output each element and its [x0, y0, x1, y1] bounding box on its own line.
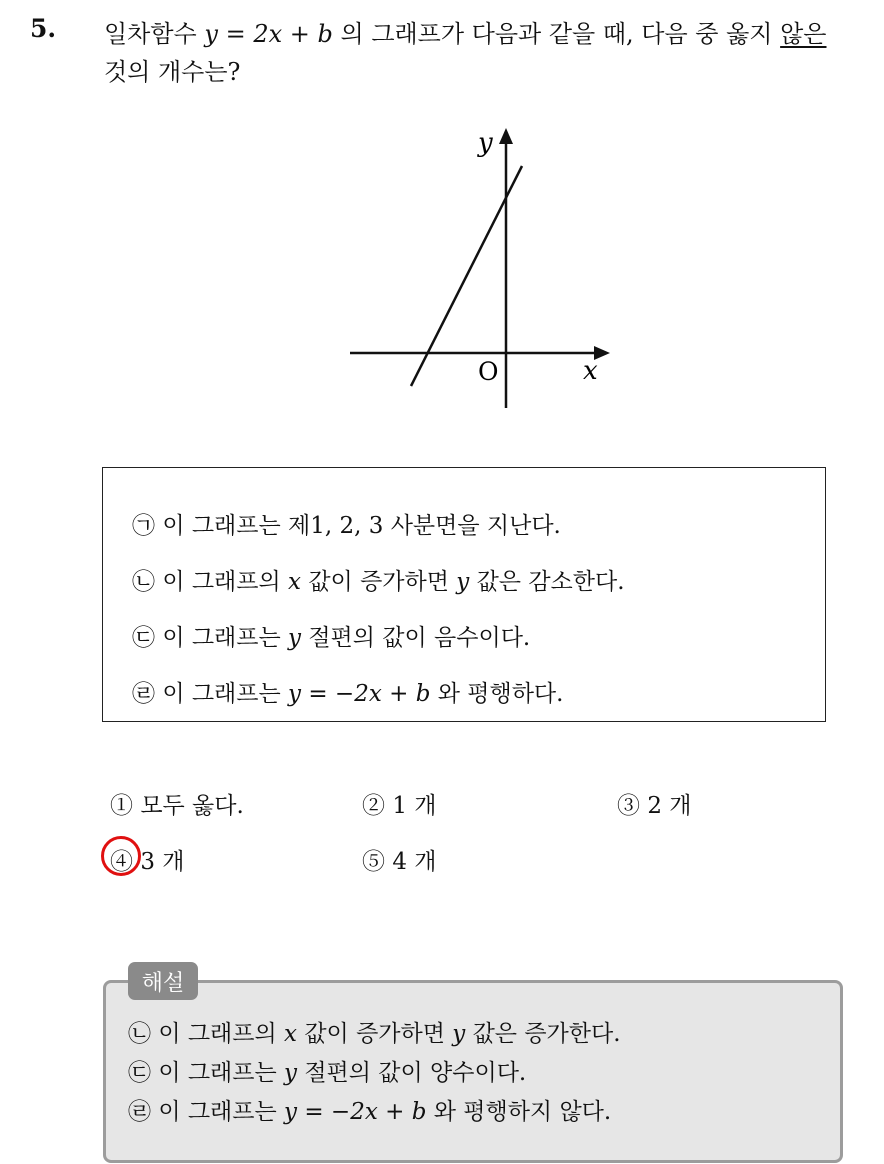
x-axis-label: x — [583, 356, 598, 386]
question-underlined-word: 않은 — [780, 20, 827, 48]
solution-variable: y — [284, 1060, 298, 1086]
statement-marker: ㉢ — [132, 625, 155, 651]
statement-2 — [132, 563, 625, 596]
statement-marker: ㉠ — [132, 513, 155, 539]
choice-2[interactable] — [362, 787, 436, 820]
question-number: 5. — [30, 14, 57, 43]
y-axis-arrow — [499, 128, 513, 144]
origin-label: O — [478, 357, 499, 386]
choice-5[interactable] — [362, 843, 436, 876]
choice-1[interactable] — [110, 787, 244, 820]
statement-text: 이 그래프는 제1, 2, 3 사분면을 지난다. — [162, 513, 561, 539]
statement-text: 이 그래프의 — [162, 569, 281, 595]
solution-marker: ㉣ — [128, 1099, 151, 1125]
solution-line-1 — [128, 1015, 621, 1048]
statement-text: 값이 증가하면 — [308, 569, 449, 595]
statement-1 — [132, 507, 561, 540]
solution-marker: ㉡ — [128, 1021, 151, 1047]
choice-marker: ② — [362, 793, 385, 819]
solution-variable: y — [452, 1021, 466, 1047]
solution-marker: ㉢ — [128, 1060, 151, 1086]
solution-text: 이 그래프는 — [158, 1099, 277, 1125]
choice-4[interactable] — [110, 843, 184, 876]
statement-marker: ㉣ — [132, 681, 155, 707]
solution-tag: 해설 — [128, 962, 198, 1000]
statement-text: 절편의 값이 음수이다. — [308, 625, 531, 651]
question-equation: y = 2x + b — [204, 20, 333, 48]
statement-4 — [132, 675, 563, 708]
solution-text: 와 평행하지 않다. — [433, 1099, 612, 1125]
question-text-line1 — [104, 14, 827, 49]
choice-marker: ⑤ — [362, 849, 385, 875]
choice-label: 3 개 — [140, 849, 185, 875]
y-axis-label: y — [478, 128, 493, 158]
statement-marker: ㉡ — [132, 569, 155, 595]
question-text-line2: 것의 개수는? — [104, 58, 241, 86]
choice-label: 4 개 — [392, 849, 437, 875]
solution-equation: y = −2x + b — [284, 1099, 427, 1125]
line-graph — [340, 120, 620, 420]
question-text-pre: 일차함수 — [104, 20, 197, 48]
statement-equation: y = −2x + b — [288, 681, 431, 707]
statement-text: 이 그래프는 — [162, 625, 281, 651]
statement-variable: y — [456, 569, 470, 595]
statement-3 — [132, 619, 530, 652]
choice-label: 2 개 — [647, 793, 692, 819]
solution-line-2 — [128, 1054, 526, 1087]
statement-variable: x — [288, 569, 302, 595]
choice-label: 1 개 — [392, 793, 437, 819]
question-text-post: 의 그래프가 다음과 같을 때, 다음 중 옳지 — [340, 20, 773, 48]
solution-text: 절편의 값이 양수이다. — [304, 1060, 527, 1086]
solution-text: 값이 증가하면 — [304, 1021, 445, 1047]
solution-line-3 — [128, 1093, 611, 1126]
statement-text: 이 그래프는 — [162, 681, 281, 707]
choice-3[interactable] — [617, 787, 691, 820]
solution-text: 값은 증가한다. — [472, 1021, 621, 1047]
choice-marker: ③ — [617, 793, 640, 819]
solution-text: 이 그래프의 — [158, 1021, 277, 1047]
solution-variable: x — [284, 1021, 298, 1047]
statement-text: 값은 감소한다. — [476, 569, 625, 595]
choice-marker: ④ — [110, 849, 133, 875]
statement-text: 와 평행하다. — [437, 681, 564, 707]
choice-marker: ① — [110, 793, 133, 819]
choice-label: 모두 옳다. — [140, 793, 244, 819]
solution-text: 이 그래프는 — [158, 1060, 277, 1086]
statement-variable: y — [288, 625, 302, 651]
